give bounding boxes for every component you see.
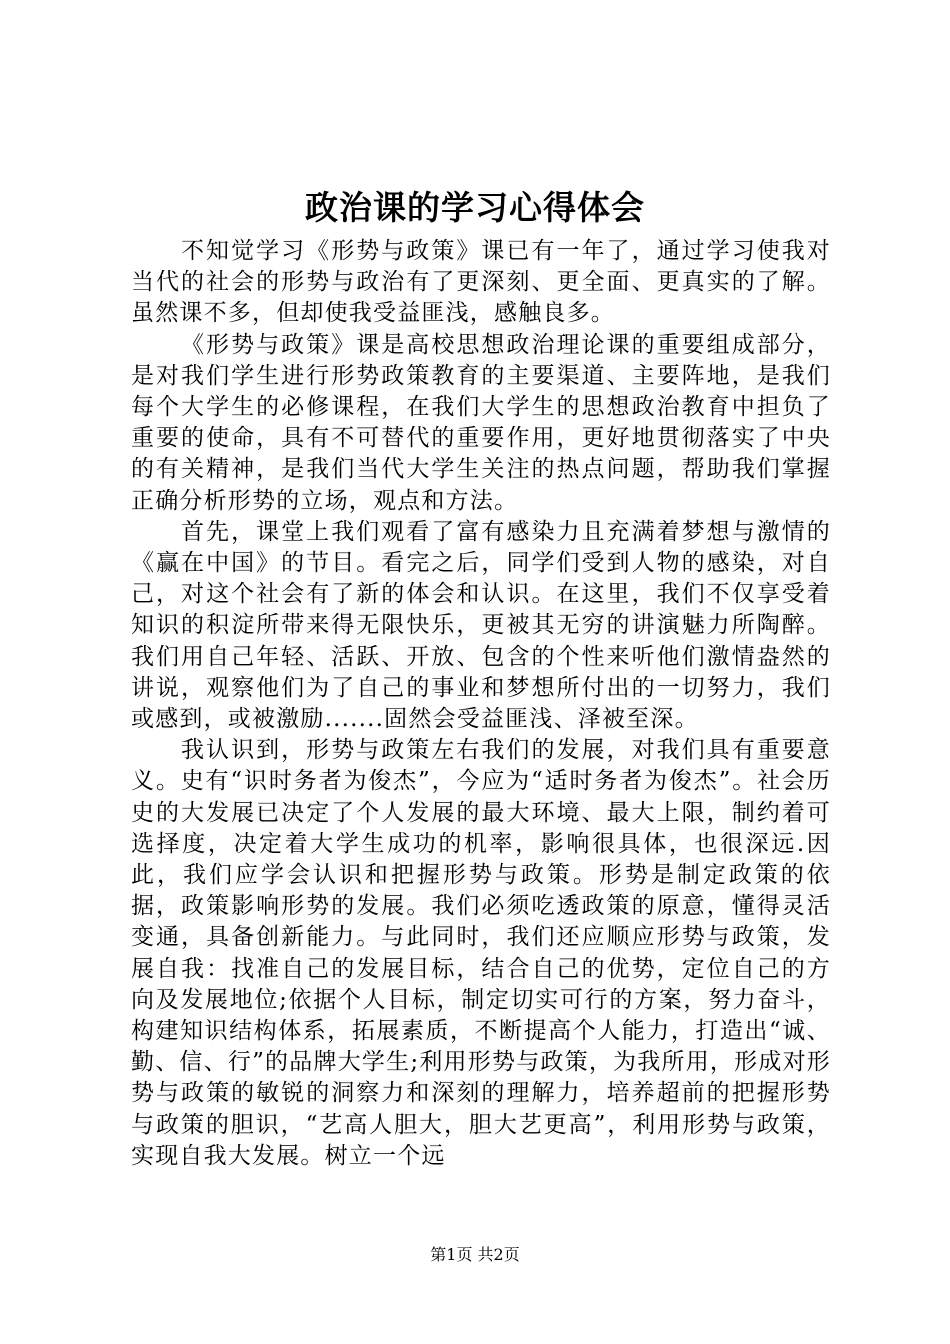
document-body bbox=[131, 236, 831, 1172]
paragraph-win-in-china: 首先，课堂上我们观看了富有感染力且充满着梦想与激情的《赢在中国》的节目。看完之后，同学们受到人物的感染，对自己，对这个社会有了新的体会和认识。在这里，我们不仅享受着知识的积淀所带来得无限快乐，更被其无穷的讲演魅力所陶醉。我们用自己年轻、活跃、开放、包含的个性来听他们激情盎然的讲说，观察他们为了自己的事业和梦想所付出的一切努力，我们或感到，或被激励.......固然会受益匪浅、泽被至深。 bbox=[131, 518, 831, 733]
paragraph-intro: 不知觉学习《形势与政策》课已有一年了，通过学习使我对当代的社会的形势与政治有了更深刻、更全面、更真实的了解。虽然课不多，但却使我受益匪浅，感触良多。 bbox=[131, 238, 831, 327]
page-number-footer: 第1页 共2页 bbox=[430, 1245, 520, 1264]
paragraph-understanding: 我认识到，形势与政策左右我们的发展，对我们具有重要意义。史有“识时务者为俊杰”，今应为“适时务者为俊杰”。社会历史的大发展已决定了个人发展的最大环境、最大上限，制约着可选择度，决定着大学生成功的机率，影响很具体，也很深远.因此，我们应学会认识和把握形势与政策。形势是制定政策的依据，政策影响形势的发展。我们必须吃透政策的原意，懂得灵活变通，具备创新能力。与此同时，我们还应顺应形势与政策，发展自我：找准自己的发展目标，结合自己的优势，定位自己的方向及发展地位;依据个人目标，制定切实可行的方案，努力奋斗，构建知识结构体系，拓展素质，不断提高个人能力，打造出“诚、勤、信、行”的品牌大学生;利用形势与政策，为我所用，形成对形势与政策的敏锐的洞察力和深刻的理解力，培养超前的把握形势与政策的胆识，“艺高人胆大，胆大艺更高”，利用形势与政策，实现自我大发展。树立一个远 bbox=[131, 737, 831, 1169]
document-title: 政治课的学习心得体会 bbox=[305, 188, 645, 227]
paragraph-course-importance: 《形势与政策》课是高校思想政治理论课的重要组成部分，是对我们学生进行形势政策教育的主要渠道、主要阵地，是我们每个大学生的必修课程，在我们大学生的思想政治教育中担负了重要的使命，具有不可替代的重要作用，更好地贯彻落实了中央的有关精神，是我们当代大学生关注的热点问题，帮助我们掌握正确分析形势的立场，观点和方法。 bbox=[131, 331, 831, 514]
